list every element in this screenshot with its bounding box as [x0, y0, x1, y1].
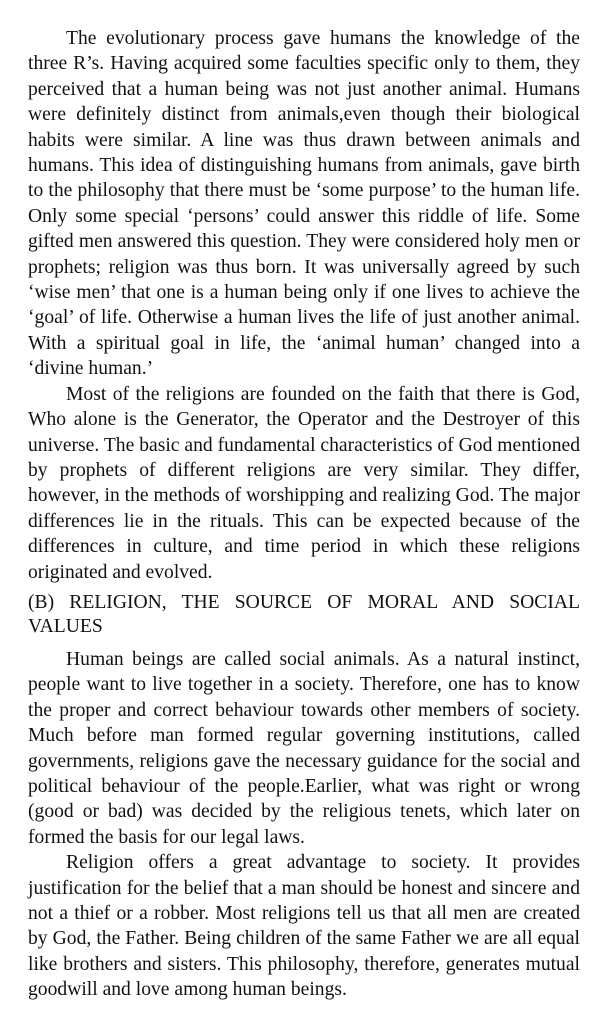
paragraph-social-animals: Human beings are called social animals. As a natural instinct, people want to live together in a society. Therefore, one has to know the proper and correct behaviour towards other members of society. Much before man formed regular governing institutions, called governments, religions gave the necessary guidance for the social and political behaviour of the people.Earlier, what was right or wrong (good or bad) was decided by the religious tenets, which later on formed the basis for our legal laws. — [28, 648, 580, 848]
section-heading: (B) RELIGION, THE SOURCE OF MORAL AND SOCIAL VALUES — [28, 591, 580, 637]
paragraph-evolution: The evolutionary process gave humans the knowledge of the three R’s. Having acquired some faculties specific only to them, they perceived that a human being was not just another animal. Humans were definitely distinct from animals,even though their biological habits were similar. A line was thus drawn between animals and humans. This idea of distinguishing humans from animals, gave birth to the philosophy that there must be ‘some purpose’ to the human life. Only some special ‘persons’ could answer this riddle of life. Some gifted men answered this question. They were considered holy men or prophets; religion was thus born. It was universally agreed by such ‘wise men’ that one is a human being only if one lives to achieve the ‘goal’ of life. Otherwise a human lives the life of just another animal. With a spiritual goal in life, the ‘animal human’ changed into a ‘divine human.’ — [28, 28, 580, 380]
paragraph-religions-faith: Most of the religions are founded on the faith that there is God, Who alone is the Generator, the Operator and the Destroyer of this universe. The basic and fundamental characteristics of God mentioned by prophets of different religions are very similar. They differ, however, in the methods of worshipping and realizing God. The major differences lie in the rituals. This can be expected because of the differences in culture, and time period in which these religions originated and evolved. — [28, 383, 580, 583]
paragraph-religion-advantage: Religion offers a great advantage to society. It provides justification for the belief that a man should be honest and sincere and not a thief or a robber. Most religions tell us that all men are created by God, the Father. Being children of the same Father we are all equal like brothers and sisters. This philosophy, therefore, generates mutual goodwill and love among human beings. — [28, 852, 580, 1001]
book-page — [28, 26, 580, 1003]
